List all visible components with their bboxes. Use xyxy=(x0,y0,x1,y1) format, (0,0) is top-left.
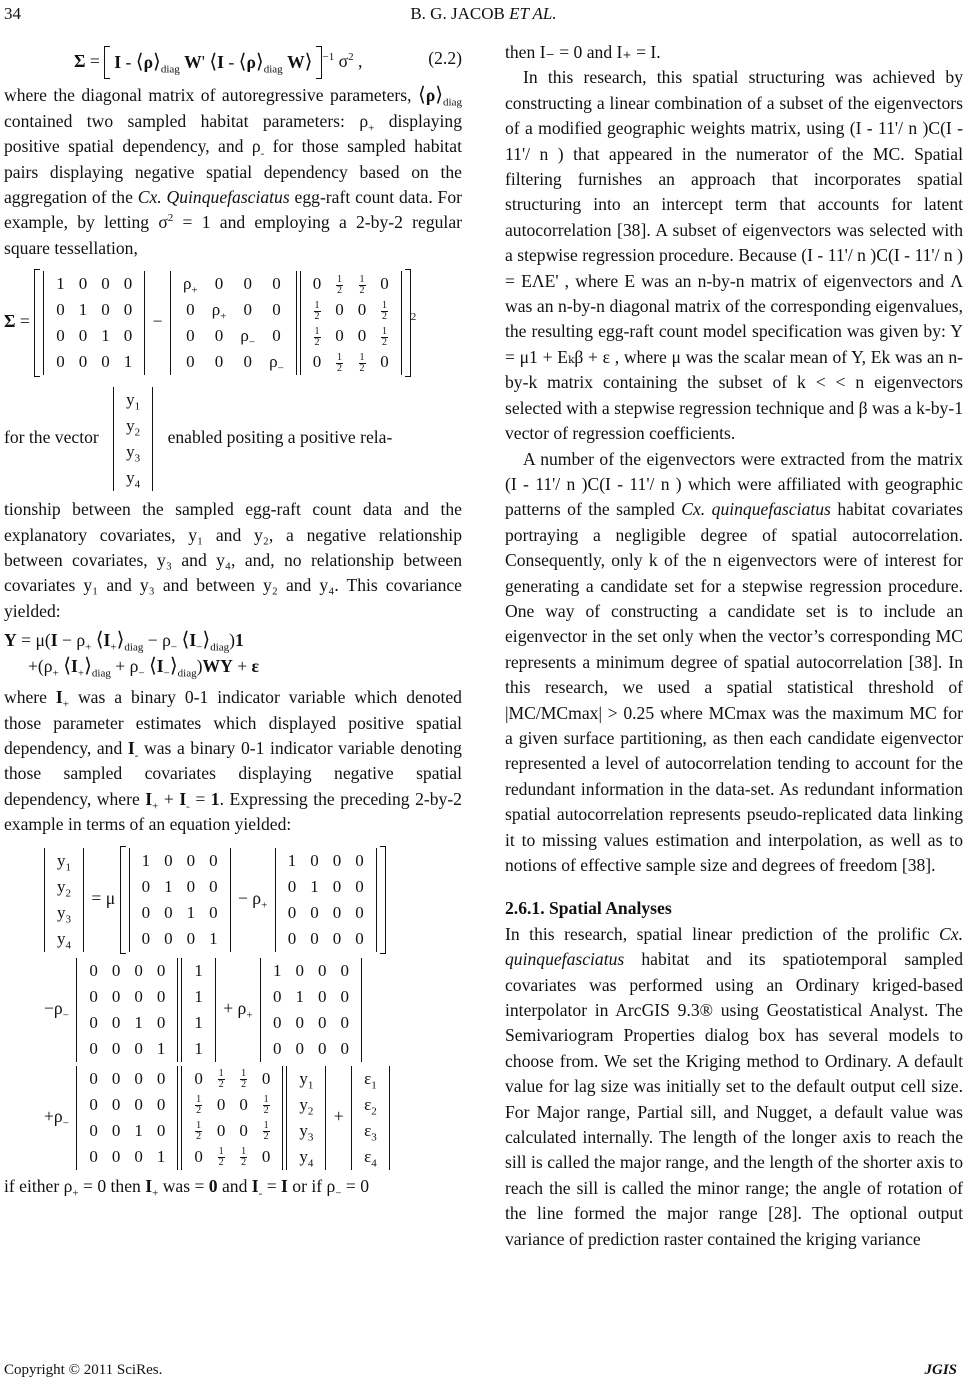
page-number: 34 xyxy=(4,4,21,23)
copyright: Copyright © 2011 SciRes. xyxy=(4,1362,163,1378)
paragraph-spatial-analyses: In this research, spatial linear prediction of the prolific Cx. quinquefasciatus habitat and its spatiotemporal sampled covariates was performed using an Ordinary kriged-based interpolator in ArcGIS 9.3® using Geostatistical Analyst. The Semivariogram Properties dialog box has several models to choose from. We set the Kriging method to Ordinary. A default value for lag size was initially set to the default output cell size. For Major range, Partial sill, and Nugget, a default value was calculated internally. The length of the longer axis to reach the sill is called the major range, and the length of the shorter axis to reach the sill is called the minor range; the angle of rotation of the line formed the major range [28]. The optional output variance of prediction raster contained the kriging variance xyxy=(505,923,963,1249)
expanded-equation: $y_1$ $y_2$ $y_3$ $y_4 = \mu$ 1 0 0 0 0 1 0 0 0 0 1 0 0 0 0 $1 - \rho_+$ 1 0 0 0 0 1 0 0 0 0 0 0 0 0 0 0 $-\rho_-$ 0 0 0 0 0 0 0 0 0 0 1 0 0 0 0 11 1 1 $1 + \rho_+$ 1 0 0 0 0 1 0 0 0 0 0 0 0 0 0 0 $+\rho_-$ 0 0 0 0 0 0 0 0 0 0 1 0 0 0 0 10 $\frac{1}{2}$ $\frac{1}{2}$ 0 $\frac{1}{2}$ 0 0 $\frac{1}{2}$ $\frac{1}{2}$ 0 0 $\frac{1}{2}$ 0 $\frac{1}{2}$ $\frac{1}{2}$ $0y_1$ $y_2$ $y_3$ $y_4 + \varepsilon_1$ $\varepsilon_2$ $\varepsilon_3$ $\varepsilon_4$ xyxy=(4,846,462,1170)
covariance-matrix-equation: Σ = 1 0 0 0 0 1 0 0 0 0 1 0 0 0 0 $1 - \rho_+$ 0 0 0 0 $\rho_+$ 0 0 0 0 $\rho_-$ 0 0 0 0 $\rho_-0$ $\frac{1}{2}$ $\frac{1}{2}$ 0 $\frac{1}{2}$ 0 0 $\frac{1}{2}$ $\frac{1}{2}$ 0 0 $\frac{1}{2}$ 0 $\frac{1}{2}$ $\frac{1}{2}$ $0^2$ xyxy=(4,269,462,377)
section-heading: 2.6.1. Spatial Analyses xyxy=(505,898,672,919)
page-header xyxy=(0,4,967,28)
equation-2-2: $\Sigma = I - ⟨\rho⟩_{diag}$ W' ⟨I - $⟨\rho⟩_{diag}$ W⟩ $^{-1}$ $\sigma^2$ , (2.2) xyxy=(4,46,462,79)
paragraph-if-either: if either $\rho_+ = 0$ then $I_+$ was = 0 and $I_- = I$ or if $\rho_- = 0$ xyxy=(4,1175,370,1200)
running-title: B. G. JACOB ET AL. xyxy=(410,4,557,23)
equation-y-model: $Y = \mu(I - \rho_+$ $⟨I_+⟩_{diag} - \rho_-$ $⟨I_-⟩_{diag})1$ $+(\rho_+$ $⟨I_+⟩_{diag} + \rho_-$ $⟨I_-⟩_{diag})WY + \varepsilon$ xyxy=(4,629,260,680)
vector-y: for the vector $y_1$ $y_2$ $y_3$ $y_4$ enabled positing a positive rela- xyxy=(4,387,462,491)
left-column xyxy=(4,40,462,1199)
journal-name: JGIS xyxy=(924,1362,957,1378)
paragraph-spatial-structuring: In this research, this spatial structuring was achieved by constructing a linear combination of a subset of the eigenvectors of a modified geographic weights matrix, using (I - 11'/ n )C(I - 11'/ n ) that appeared in the numerator of the MC. Spatial filtering furnishes an approach that incorporates spatial structuring into an intercept term that accounts for latent autocorrelation [38]. A subset of eigenvectors was selected with a stepwise regression procedure. Because (I - 11'/ n )C(I - 11'/ n ) = EΛE' , where E was an n-by-n matrix of eigenvectors and Λ was an n-by-n diagonal matrix of the corresponding eigenvalues, the resulting egg-raft count model specification was given by: Y = μ1 + Eₖβ + ε , where μ was the scalar mean of Y, Ek was an n-by-k matrix containing the subset of k < < n eigenvectors selected with a stepwise regression technique and β was a k-by-1 vector of regression coefficients. xyxy=(505,67,963,444)
right-column xyxy=(505,40,963,1252)
paragraph-autoregressive: where the diagonal matrix of autoregressive parameters, $⟨\rho⟩_{diag}$ contained two sampled habitat parameters: $\rho_+$ displaying positive spatial dependency, and $\rho_-$ for those sampled habitat pairs displaying negative spatial dependency based on the aggregation of the Cx. Quinquefasciatus egg-raft count data. For example, by letting $\sigma^2 = 1$ and employing a 2-by-2 regular square tessellation, xyxy=(4,84,463,258)
paragraph-eigenvectors: A number of the eigenvectors were extracted from the matrix (I - 11'/ n )C(I - 11'/ n ) which were affiliated with geographic patterns of the sampled Cx. quinquefasciatus habitat covariates portraying a negligible degree of spatial autocorrelation. Consequently, only k of the n eigenvectors were of interest for generating a candidate set for a stepwise regression procedure. One way of constructing a candidate set is to include an eigenvector in the set only when the vector’s corresponding MC represents a minimum degree of spatial autocorrelation [38]. In this research, we used a spatial statistical threshold of |MC/MCmax| > 0.25 where MCmax was the maximum MC for a given surface partitioning, as then each candidate eigenvector represented a level of autocorrelation tending to account for the redundant information in the data-set. As redundant information spatial autocorrelation represents pseudo-replicated data linking it to missing values estimation and interpolation, as well as to notions of effective sample size and degrees of freedom [38]. xyxy=(505,448,963,875)
equation-number: (2.2) xyxy=(428,48,462,68)
paragraph-then: then I₋ = 0 and I₊ = I. xyxy=(505,42,661,62)
paragraph-relationship: tionship between the sampled egg-raft count data and the explanatory covariates, y₁ and y₂, a negative relationship between covariates, y₃ and y₄, and, no relationship between covariates y₁ and y₃ and between y₂ and y₄. This covariance yielded: xyxy=(4,499,462,621)
paragraph-indicator: where $I_+$ was a binary 0-1 indicator variable which denoted those parameter estimates which displayed positive spatial dependency, and $I_-$ was a binary 0-1 indicator variable denoting those sampled covariates displaying negative spatial dependency, where $I_+ + I_- = 1$. Expressing the preceding 2-by-2 example in terms of an equation yielded: xyxy=(4,687,462,835)
